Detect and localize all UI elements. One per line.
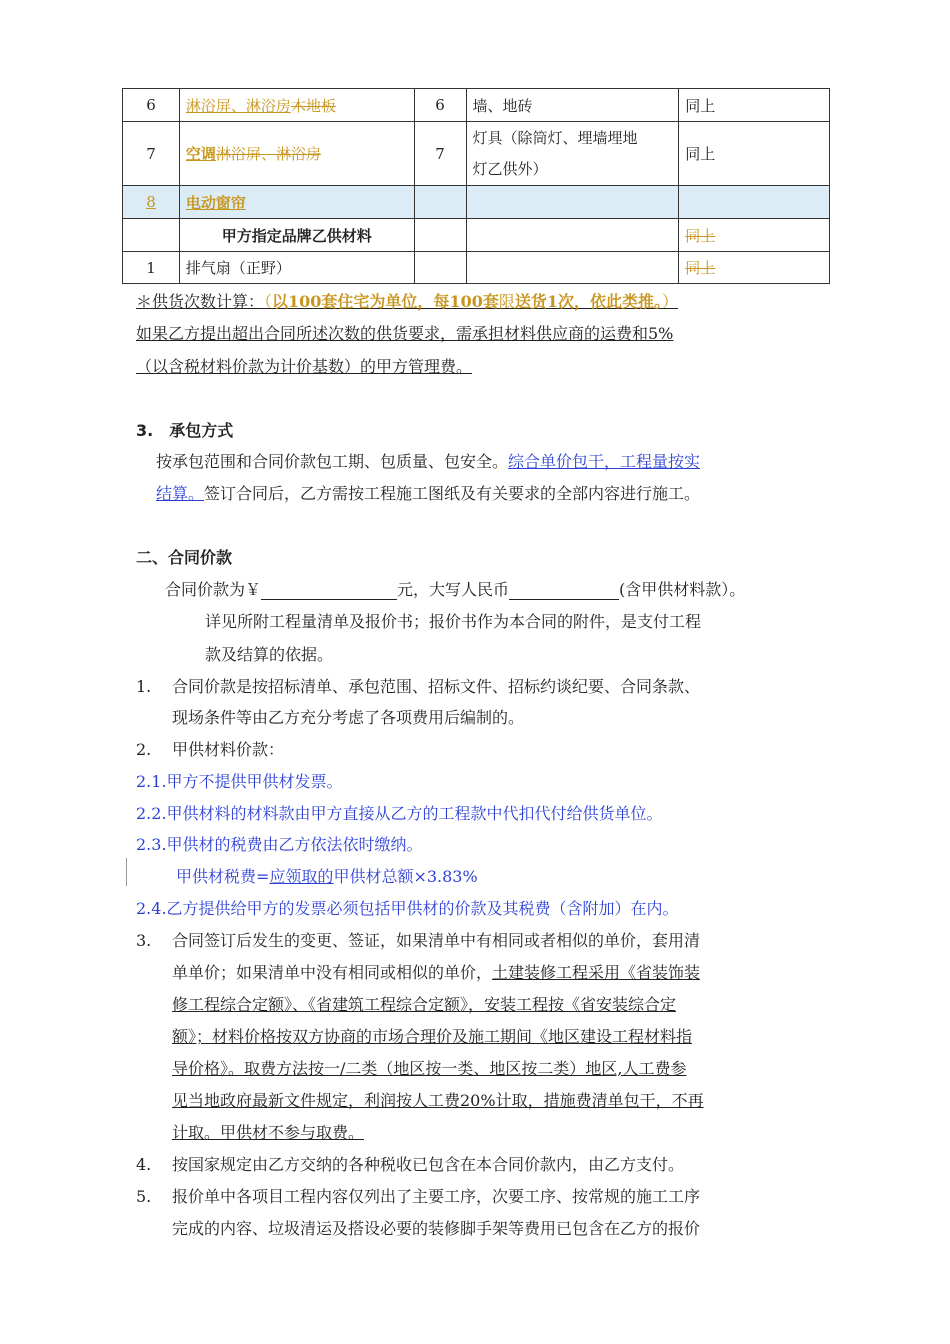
item-number: 3. [136,931,152,950]
item-number: 1. [136,677,152,696]
supply-note-line-2: 如果乙方提出超出合同所述次数的供货要求，需承担材料供应商的运费和5% [136,324,674,343]
paragraph-line: 计取。甲供材不参与取费。 [172,1123,365,1142]
subitem-line: 2.3.甲供材的税费由乙方依法依时缴纳。 [136,835,423,854]
paragraph-line: 详见所附工程量清单及报价书；报价书作为本合同的附件，是支付工程 [205,612,702,631]
paragraph-line: 报价单中各项目工程内容仅列出了主要工序，次要工序、按常规的施工工序 [172,1187,701,1206]
supply-note-line-1: ＊供货次数计算：（以100套住宅为单位，每100套限送货1次，依此类推。） [136,292,679,311]
item-number: 2. [136,740,152,759]
paragraph-line: 甲供材料价款： [172,740,285,759]
material-name-inserted: 空调 [185,145,216,163]
chapter-heading: 二、合同价款 [136,548,233,567]
material-line: 灯乙供外） [472,159,548,178]
table-row [123,252,830,284]
remark-cell: 同上 [679,122,830,186]
row-number: 6 [123,89,180,122]
table-row [123,219,830,252]
section-heading: 3. 承包方式 [136,421,234,440]
row-number: 7 [414,122,466,186]
table-row [123,89,830,122]
material-cell: 墙、地砖 [466,89,679,122]
paragraph-line: 导价格》。取费方法按一/二类（地区按一类、地区按二类）地区,人工费参 [172,1059,687,1078]
material-cell: 排气扇（正野） [179,252,414,284]
row-number: 7 [123,122,180,186]
supply-note-line-3: （以含税材料价款为计价基数）的甲方管理费。 [136,357,473,376]
paragraph-line: 额》；材料价格按双方协商的市场合理价及施工期间《地区建设工程材料指 [172,1027,693,1046]
row-number: 6 [414,89,466,122]
contract-price-line: 合同价款为￥ 元，大写人民币 (含甲供材料款）。 [165,580,746,599]
remark-cell: 同上 [679,89,830,122]
paragraph-line: 单单价；如果清单中没有相同或相似的单价，土建装修工程采用《省装饰装 [172,963,701,982]
amount-in-words-blank-field[interactable] [509,581,619,600]
table-subheading: 甲方指定品牌乙供材料 [179,219,414,252]
subitem-line: 2.2.甲供材料的材料款由甲方直接从乙方的工程款中代扣代付给供货单位。 [136,804,663,823]
row-number: 1 [123,252,180,284]
remark-cell: 同上 [679,252,830,284]
remark-cell: 同上 [679,219,830,252]
material-line: 灯具（除筒灯、埋墙埋地 [472,128,638,147]
paragraph-line: 款及结算的依据。 [205,645,334,664]
item-number: 5. [136,1187,152,1206]
subitem-line: 2.1.甲方不提供甲供材发票。 [136,772,343,791]
material-cell [179,122,414,186]
paragraph-line: 完成的内容、垃圾清运及搭设必要的装修脚手架等费用已包含在乙方的报价 [172,1219,701,1238]
item-number: 4. [136,1155,152,1174]
revision-bar [126,858,127,886]
material-cell: 电动窗帘 [179,186,414,219]
material-cell [466,122,679,186]
price-blank-field[interactable] [261,581,397,600]
table-row [123,122,830,186]
materials-table [122,88,830,284]
paragraph-line: 合同价款是按招标清单、承包范围、招标文件、招标约谈纪要、合同条款、 [172,677,701,696]
subitem-line: 2.4.乙方提供给甲方的发票必须包括甲供材的价款及其税费（含附加）在内。 [136,899,679,918]
material-name-deleted: 木地板 [290,96,336,115]
material-name-deleted: 淋浴屏、淋浴房 [215,145,321,163]
material-cell [179,89,414,122]
paragraph-line: 按国家规定由乙方交纳的各种税收已包含在本合同价款内，由乙方支付。 [172,1155,685,1174]
paragraph-line: 见当地政府最新文件规定，利润按人工费20%计取，措施费清单包干，不再 [172,1091,704,1110]
paragraph-line: 结算。签订合同后，乙方需按工程施工图纸及有关要求的全部内容进行施工。 [156,484,701,503]
formula-line: 甲供材税费=应领取的甲供材总额×3.83% [176,867,478,886]
paragraph-line: 按承包范围和合同价款包工期、包质量、包安全。综合单价包干，工程量按实 [156,452,701,471]
paragraph-line: 修工程综合定额》、《省建筑工程综合定额》，安装工程按《省安装综合定 [172,995,677,1014]
row-number: 8 [123,186,180,219]
paragraph-line: 现场条件等由乙方充分考虑了各项费用后编制的。 [172,708,525,727]
material-name-inserted: 淋浴屏、淋浴房 [185,96,291,115]
paragraph-line: 合同签订后发生的变更、签证，如果清单中有相同或者相似的单价，套用清 [172,931,701,950]
table-row [123,186,830,219]
